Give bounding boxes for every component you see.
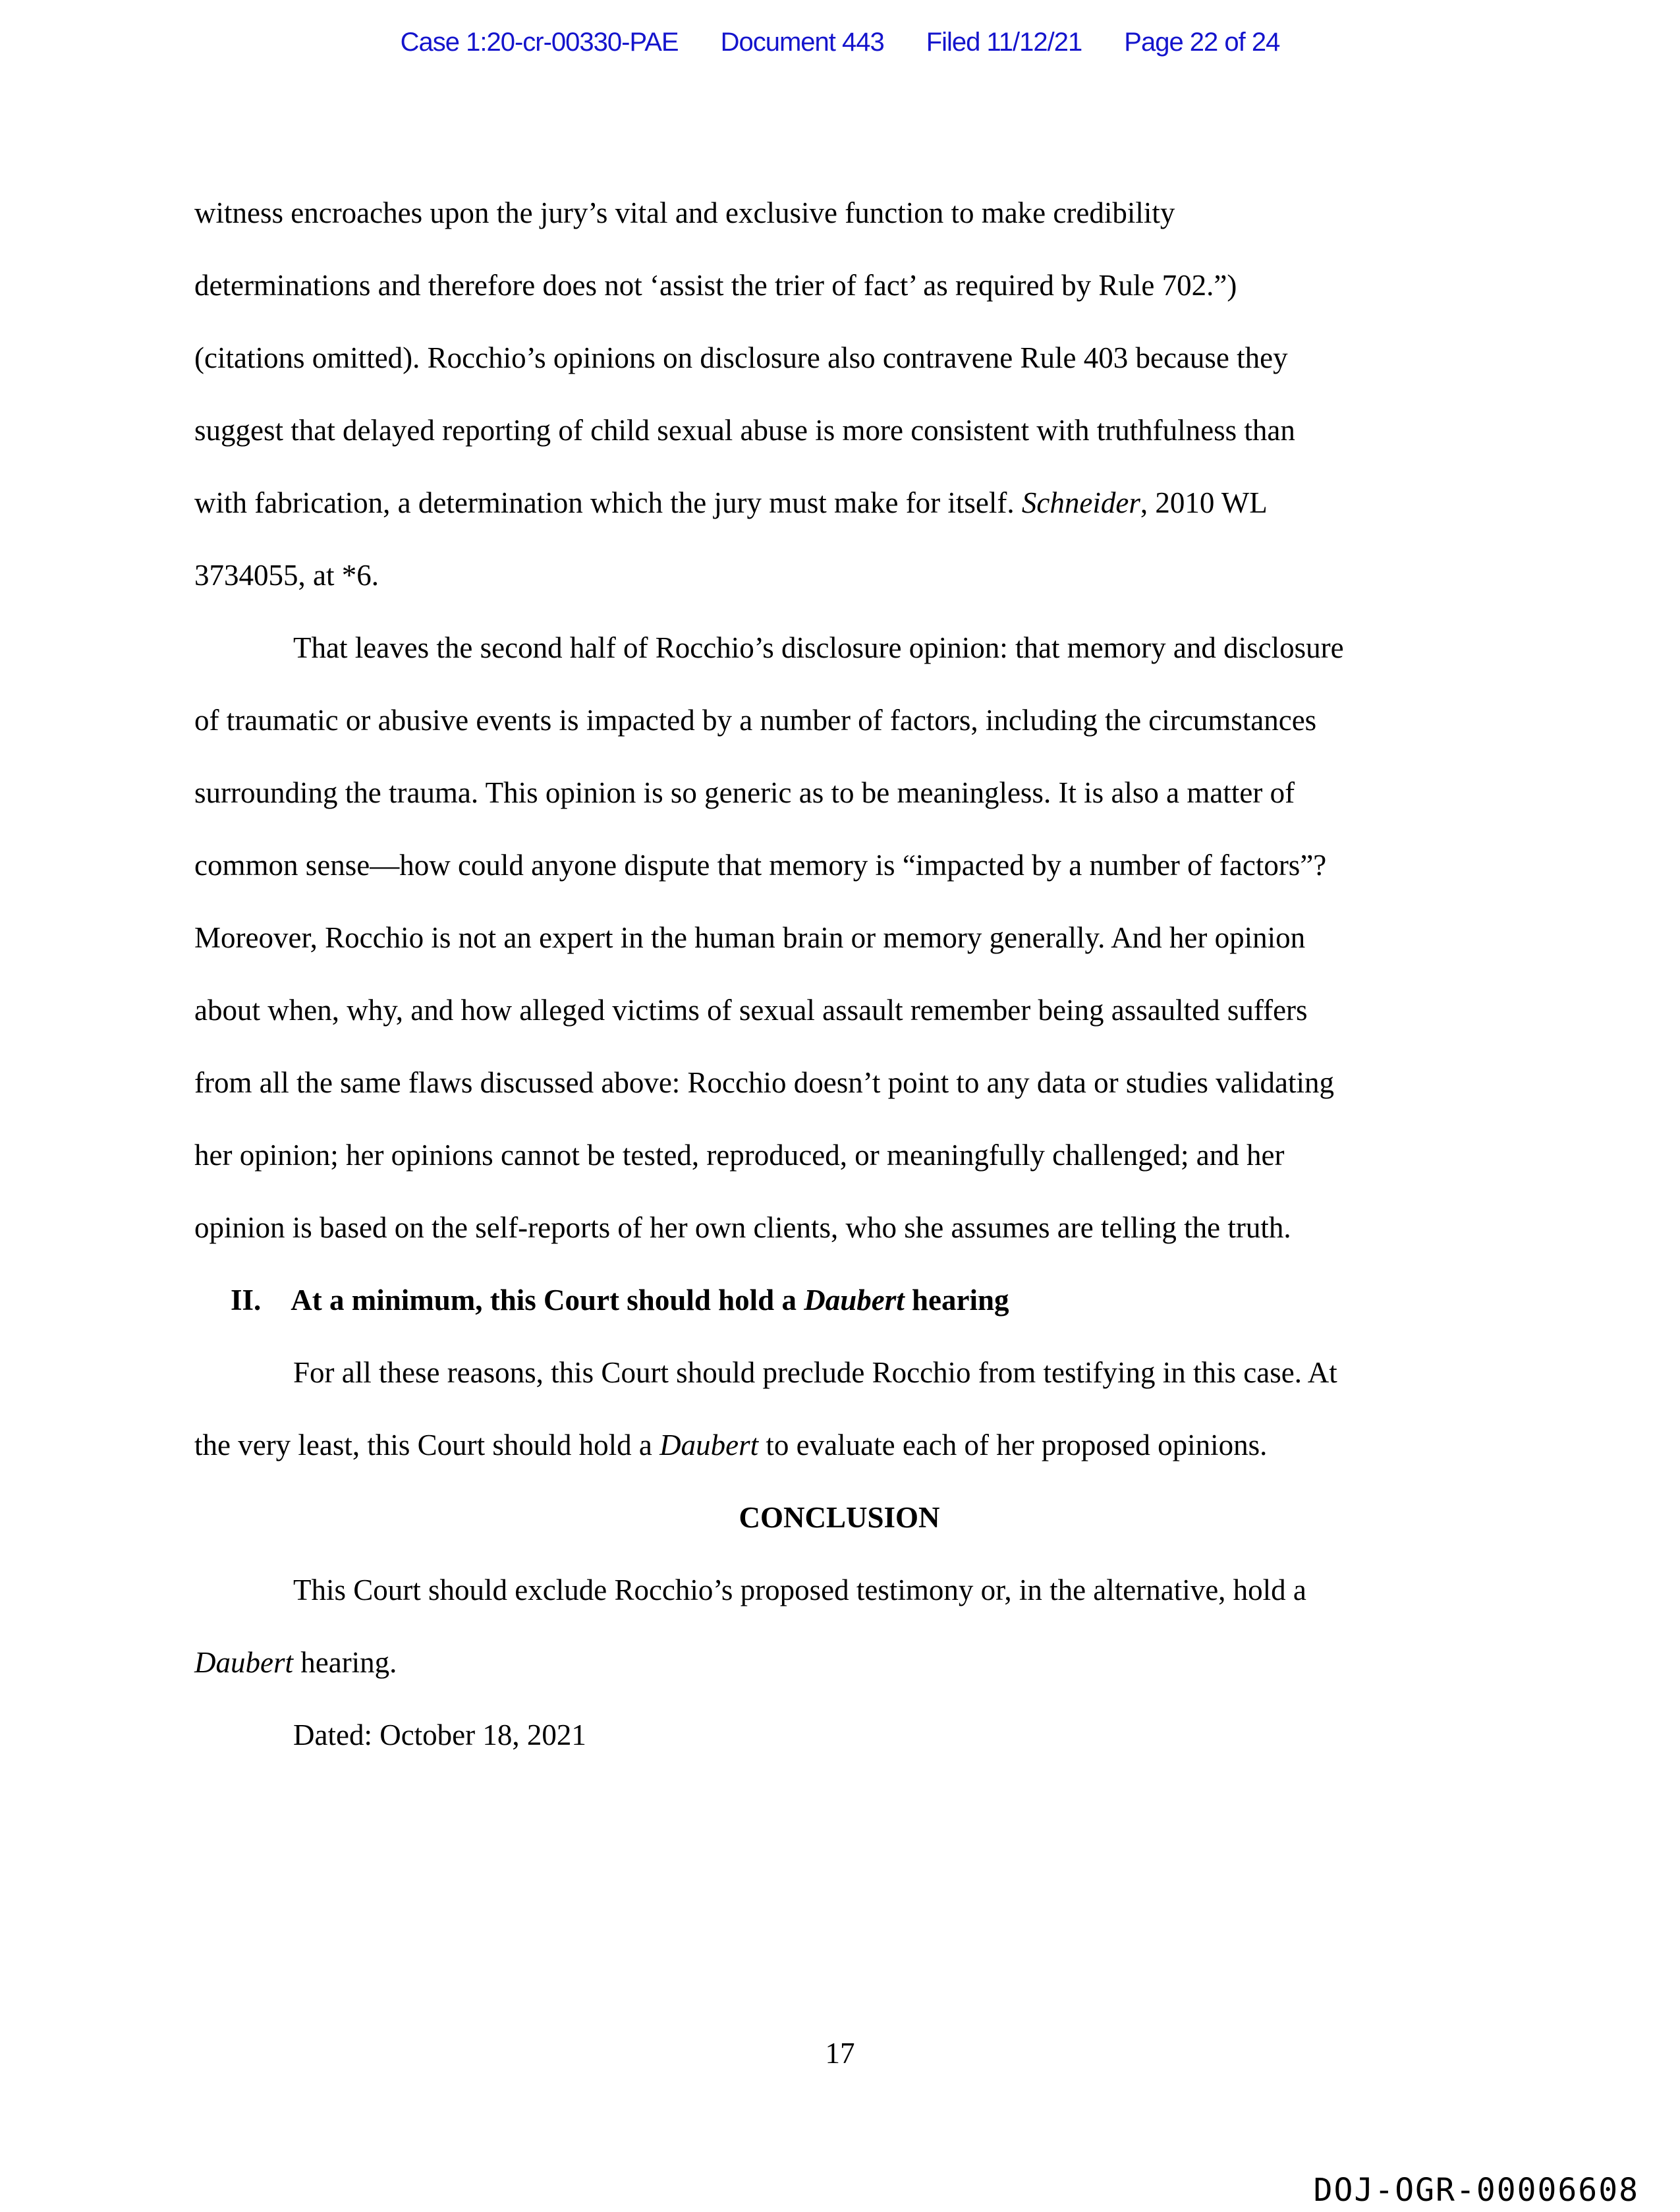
text-line <box>194 756 1484 829</box>
text-line <box>194 467 1484 539</box>
text-run: , 2010 WL <box>1140 486 1268 519</box>
text-run: II. <box>231 1284 262 1317</box>
tab-space <box>261 1309 291 1310</box>
text-line <box>194 974 1484 1046</box>
text-run: 3734055, at *6. <box>194 559 379 592</box>
document-body <box>194 177 1484 1771</box>
text-run: Daubert <box>659 1429 759 1461</box>
text-run: suggest that delayed reporting of child sexual abuse is more consistent with truthfulness than <box>194 414 1295 447</box>
text-run: to evaluate each of her proposed opinions. <box>758 1429 1268 1461</box>
page-number: 17 <box>825 2037 855 2070</box>
text-run: That leaves the second half of Rocchio’s disclosure opinion: that memory and disclosure <box>293 631 1344 664</box>
text-line <box>194 322 1484 394</box>
case-stamp-segment: Document 443 <box>720 28 884 57</box>
paragraph-conclusion <box>194 1554 1484 1699</box>
text-line <box>194 611 1484 684</box>
text-run: her opinion; her opinions cannot be tested, reproduced, or meaningfully challenged; and her <box>194 1139 1285 1172</box>
text-run: about when, why, and how alleged victims of sexual assault remember being assaulted suffers <box>194 994 1308 1027</box>
text-run: hearing. <box>293 1646 397 1679</box>
bates-number: DOJ-OGR-00006608 <box>1313 2172 1639 2209</box>
case-stamp-segment: Case 1:20-cr-00330-PAE <box>400 28 679 57</box>
text-run: hearing <box>904 1284 1009 1317</box>
text-run: common sense—how could anyone dispute that memory is “impacted by a number of factors”? <box>194 849 1327 882</box>
text-run: (citations omitted). Rocchio’s opinions on disclosure also contravene Rule 403 because they <box>194 341 1288 374</box>
text-line <box>194 829 1484 901</box>
section-heading-ii <box>194 1264 1484 1336</box>
paragraph-daubert-request <box>194 1336 1484 1481</box>
paragraph-disclosure-opinion <box>194 611 1484 1264</box>
text-run: determinations and therefore does not ‘assist the trier of fact’ as required by Rule 702.”) <box>194 269 1237 302</box>
conclusion-heading <box>194 1481 1484 1554</box>
text-run: from all the same flaws discussed above: Rocchio doesn’t point to any data or studies validating <box>194 1066 1335 1099</box>
text-line <box>194 1409 1484 1481</box>
text-run: Daubert <box>194 1646 293 1679</box>
text-line <box>194 177 1484 249</box>
text-run: surrounding the trauma. This opinion is so generic as to be meaningless. It is also a matter of <box>194 776 1295 809</box>
text-line <box>194 394 1484 467</box>
case-stamp-segment: Page 22 of 24 <box>1124 28 1280 57</box>
dated-line <box>194 1699 1484 1771</box>
text-run: For all these reasons, this Court should preclude Rocchio from testifying in this case. At <box>293 1356 1337 1389</box>
text-run: Daubert <box>804 1284 905 1317</box>
text-line <box>194 1336 1484 1409</box>
text-line <box>194 249 1484 322</box>
text-line <box>194 684 1484 756</box>
ecf-case-stamp <box>0 28 1680 57</box>
text-run: At a minimum, this Court should hold a <box>291 1284 804 1317</box>
text-run: witness encroaches upon the jury’s vital and exclusive function to make credibility <box>194 196 1175 229</box>
text-run: the very least, this Court should hold a <box>194 1429 660 1461</box>
text-run: This Court should exclude Rocchio’s proposed testimony or, in the alternative, hold a <box>293 1574 1306 1606</box>
text-line <box>194 1699 1484 1771</box>
text-line <box>194 539 1484 611</box>
text-run: with fabrication, a determination which the jury must make for itself. <box>194 486 1022 519</box>
text-line <box>194 1554 1484 1626</box>
text-run: Moreover, Rocchio is not an expert in the human brain or memory generally. And her opinion <box>194 921 1306 954</box>
text-run: CONCLUSION <box>739 1501 940 1534</box>
text-run: Schneider <box>1021 486 1140 519</box>
text-line <box>194 1626 1484 1699</box>
paragraph-rule-403 <box>194 177 1484 611</box>
text-line <box>194 901 1484 974</box>
text-line <box>194 1119 1484 1191</box>
text-line <box>194 1191 1484 1264</box>
text-run: Dated: October 18, 2021 <box>293 1718 586 1751</box>
text-run: opinion is based on the self-reports of her own clients, who she assumes are telling the truth. <box>194 1211 1291 1244</box>
text-line <box>194 1046 1484 1119</box>
text-run: of traumatic or abusive events is impacted by a number of factors, including the circumstances <box>194 704 1317 737</box>
text-line <box>194 1264 1484 1336</box>
text-line <box>194 1481 1484 1554</box>
case-stamp-segment: Filed 11/12/21 <box>926 28 1082 57</box>
